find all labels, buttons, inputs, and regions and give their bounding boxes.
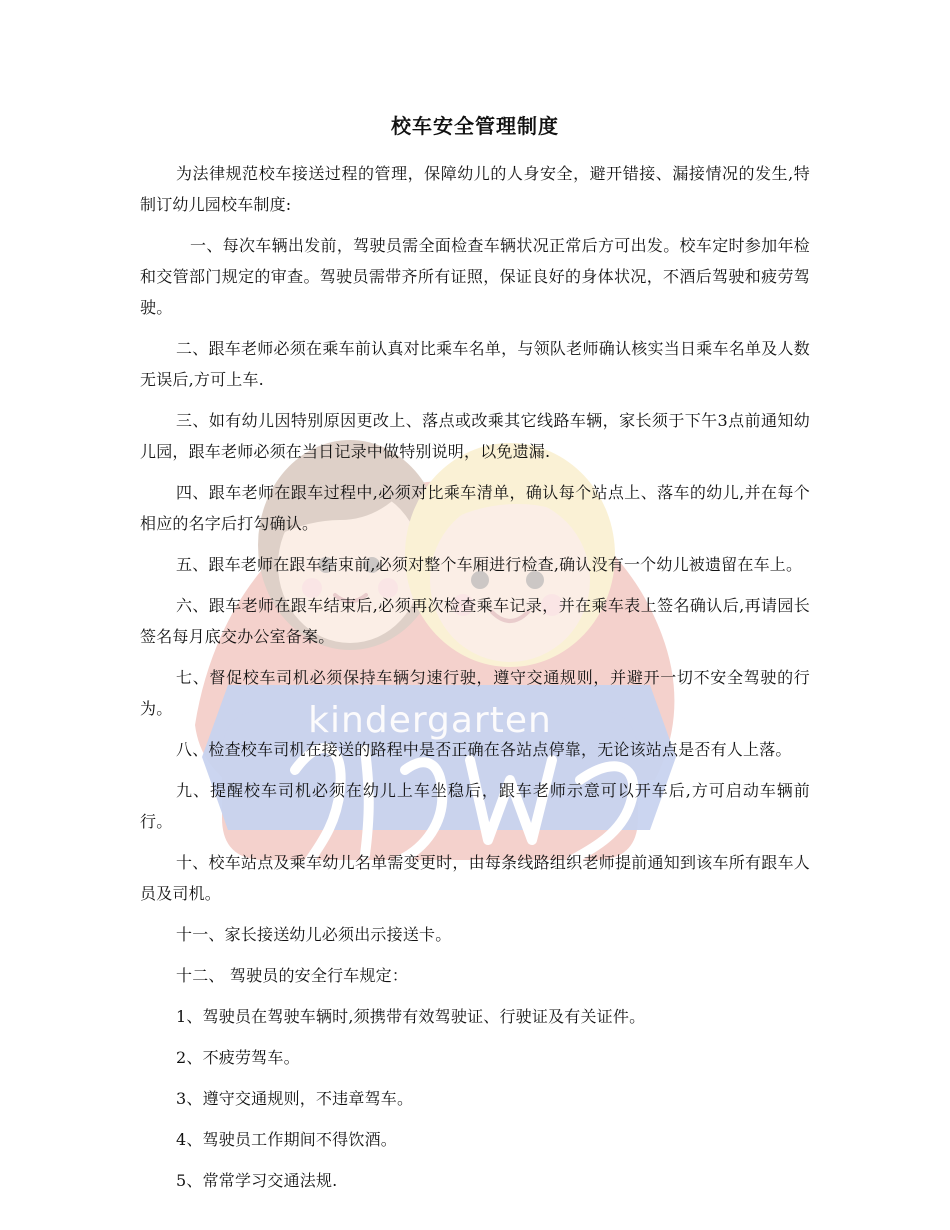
rule-12: 十二、 驾驶员的安全行车规定：: [176, 966, 409, 985]
document-title: 校车安全管理制度: [391, 114, 559, 138]
intro-paragraph: 为法律规范校车接送过程的管理，保障幼儿的人身安全，避开错接、漏接情况的发生,特制订幼儿园校车制度:: [140, 164, 810, 214]
driver-rule-3: 3、遵守交通规则，不违章驾车。: [176, 1089, 414, 1108]
rule-1: 一、每次车辆出发前，驾驶员需全面检查车辆状况正常后方可出发。校车定时参加年检和交管部门规定的审查。驾驶员需带齐所有证照，保证良好的身体状况，不酒后驾驶和疲劳驾驶。: [140, 236, 810, 317]
driver-rule-4: 4、驾驶员工作期间不得饮酒。: [176, 1130, 397, 1149]
driver-rule-1: 1、驾驶员在驾驶车辆时,须携带有效驾驶证、行驶证及有关证件。: [176, 1007, 646, 1026]
rule-6: 六、跟车老师在跟车结束后,必须再次检查乘车记录，并在乘车表上签名确认后,再请园长签名每月底交办公室备案。: [140, 596, 810, 646]
rule-9: 九、提醒校车司机必须在幼儿上车坐稳后，跟车老师示意可以开车后,方可启动车辆前行。: [140, 781, 810, 831]
watermark-kindergarten-text: kindergarten: [308, 700, 552, 741]
rule-10: 十、校车站点及乘车幼儿名单需变更时，由每条线路组织老师提前通知到该车所有跟车人员及司机。: [140, 853, 810, 903]
rule-2: 二、跟车老师必须在乘车前认真对比乘车名单，与领队老师确认核实当日乘车名单及人数无误后,方可上车.: [140, 339, 810, 389]
rule-7: 七、督促校车司机必须保持车辆匀速行驶，遵守交通规则，并避开一切不安全驾驶的行为。: [140, 668, 810, 718]
driver-rule-5: 5、常常学习交通法规.: [176, 1171, 338, 1190]
rule-11: 十一、家长接送幼儿必须出示接送卡。: [176, 925, 452, 944]
document-content: [140, 110, 810, 1206]
rule-8: 八、检查校车司机在接送的路程中是否正确在各站点停靠，无论该站点是否有人上落。: [176, 740, 792, 759]
driver-rule-2: 2、不疲劳驾车。: [176, 1048, 300, 1067]
rule-3: 三、如有幼儿因特别原因更改上、落点或改乘其它线路车辆，家长须于下午3点前通知幼儿园，跟车老师必须在当日记录中做特别说明，以免遗漏.: [140, 411, 810, 461]
rule-5: 五、跟车老师在跟车结束前,必须对整个车厢进行检查,确认没有一个幼儿被遗留在车上。: [176, 555, 803, 574]
rule-4: 四、跟车老师在跟车过程中,必须对比乘车清单，确认每个站点上、落车的幼儿,并在每个相应的名字后打勾确认。: [140, 483, 810, 533]
